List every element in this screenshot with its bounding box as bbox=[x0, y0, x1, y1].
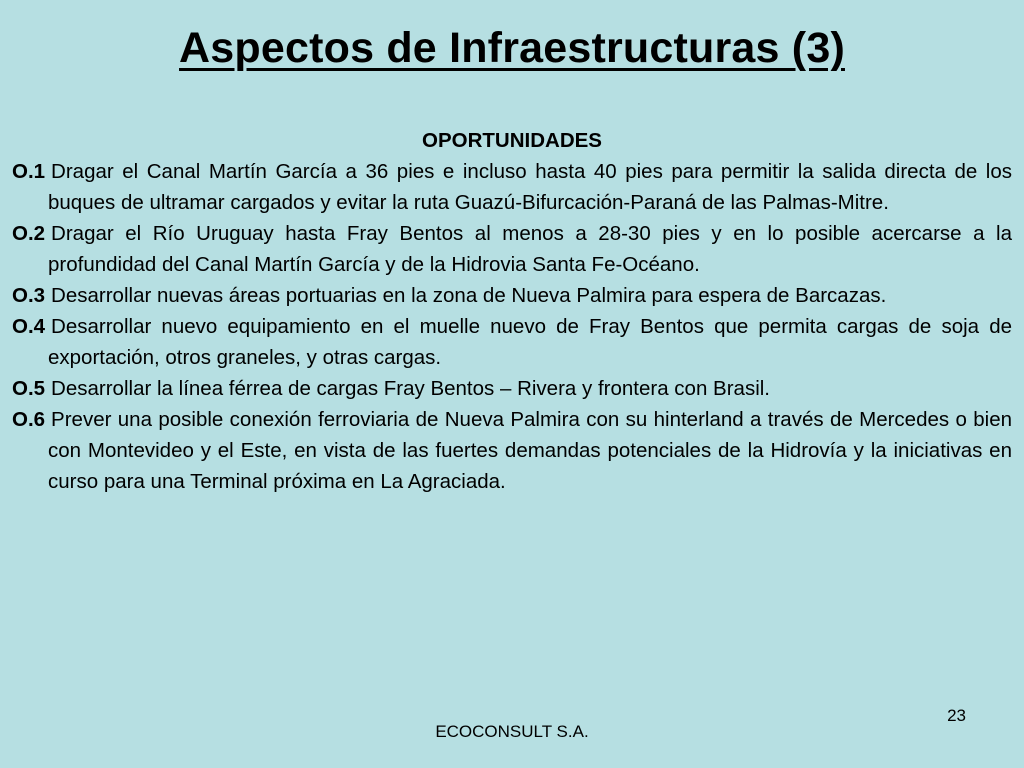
item-text: Prever una posible conexión ferroviaria de Nueva Palmira con su hinterland a través de Mercedes o bien con Montevideo y el Este, en vista de las fuertes demandas potenciales de la Hidrovía y la iniciativas en curso para una Terminal próxima en La Agraciada. bbox=[48, 408, 1012, 493]
item-code: O.2 bbox=[12, 222, 46, 245]
item-code: O.5 bbox=[12, 377, 46, 400]
footer-company: ECOCONSULT S.A. bbox=[435, 722, 589, 741]
item-text: Desarrollar nuevas áreas portuarias en la zona de Nueva Palmira para espera de Barcazas. bbox=[51, 284, 887, 307]
item-code: O.4 bbox=[12, 315, 46, 338]
item-text: Dragar el Río Uruguay hasta Fray Bentos al menos a 28-30 pies y en lo posible acercarse a la profundidad del Canal Martín García y de la Hidrovia Santa Fe-Océano. bbox=[48, 222, 1012, 276]
item-text: Desarrollar la línea férrea de cargas Fray Bentos – Rivera y frontera con Brasil. bbox=[51, 377, 770, 400]
item-text: Desarrollar nuevo equipamiento en el muelle nuevo de Fray Bentos que permita cargas de soja de exportación, otros graneles, y otras cargas. bbox=[48, 315, 1012, 369]
list-item-o5 bbox=[12, 373, 1012, 404]
item-code: O.1 bbox=[12, 160, 46, 183]
list-item-o4 bbox=[12, 311, 1012, 373]
slide-body bbox=[12, 126, 1012, 497]
list-item-o6 bbox=[12, 404, 1012, 497]
page-number: 23 bbox=[947, 706, 966, 725]
slide-title: Aspectos de Infraestructuras (3) bbox=[179, 24, 845, 72]
item-text: Dragar el Canal Martín García a 36 pies e incluso hasta 40 pies para permitir la salida directa de los buques de ultramar cargados y evitar la ruta Guazú-Bifurcación-Paraná de las Palmas-Mitre. bbox=[48, 160, 1012, 214]
item-code: O.3 bbox=[12, 284, 46, 307]
list-item-o1 bbox=[12, 156, 1012, 218]
item-code: O.6 bbox=[12, 408, 46, 431]
section-heading: OPORTUNIDADES bbox=[422, 129, 602, 152]
list-item-o2 bbox=[12, 218, 1012, 280]
list-item-o3 bbox=[12, 280, 1012, 311]
